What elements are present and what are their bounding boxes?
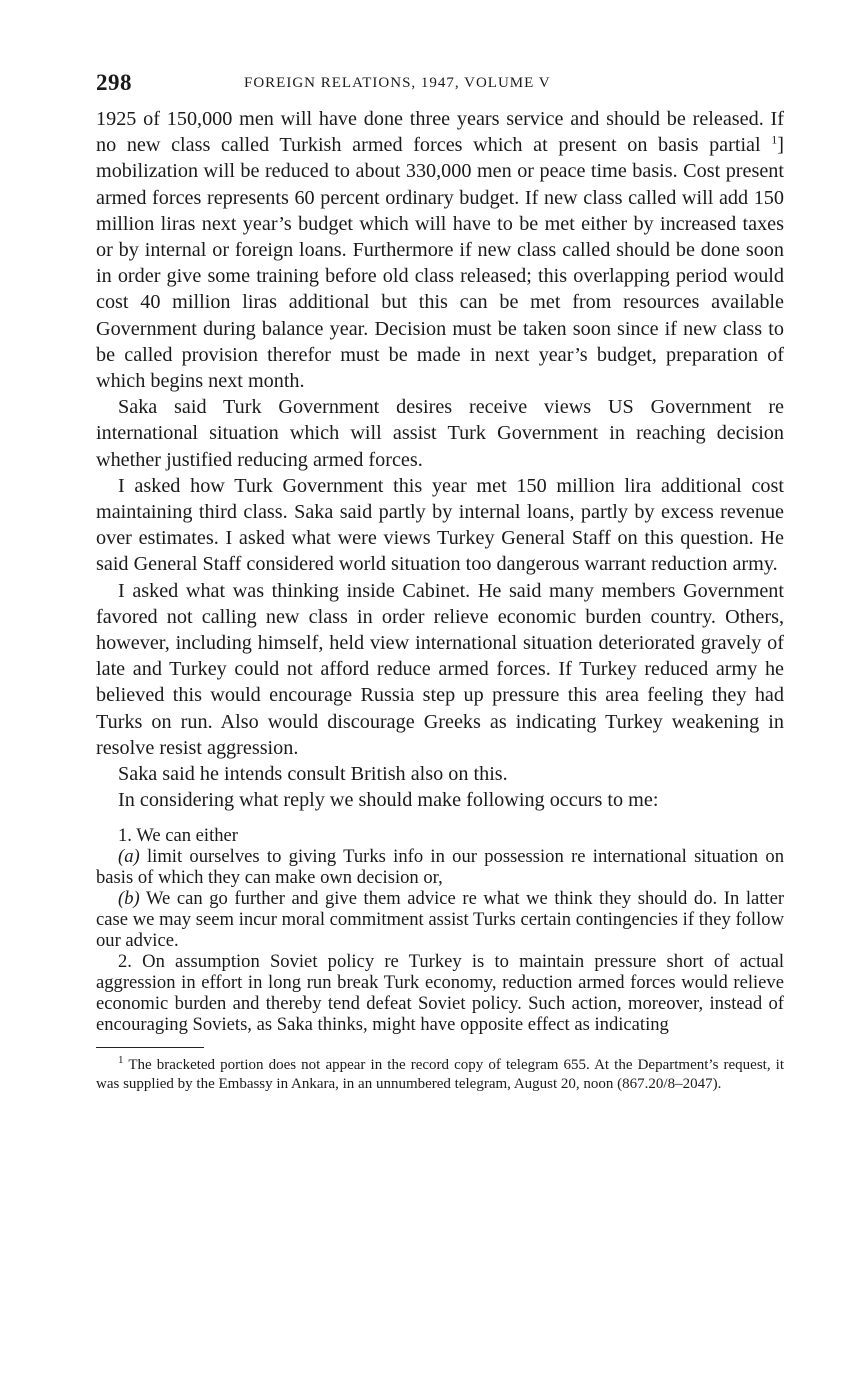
footnote-ref-mark[interactable]: 1 xyxy=(771,132,778,147)
telegram-item-1b-text: We can go further and give them advice re what we think they should do. In latter case we may seem incur moral commitment assist Turks certain contingencies if they follow our advice. xyxy=(96,888,785,952)
telegram-item-1a-text: limit ourselves to giving Turks info in our possession re international situation on basis of which they can make own decision or, xyxy=(96,846,784,889)
footnote xyxy=(96,1056,784,1094)
page-number: 298 xyxy=(96,70,132,95)
telegram-item-1a-label: (a) xyxy=(118,846,140,868)
page-header xyxy=(96,66,784,106)
telegram-item-1b-label: (b) xyxy=(118,888,140,910)
document-page xyxy=(96,66,784,1094)
body-text xyxy=(96,106,784,813)
telegram-item-1: 1. We can either xyxy=(118,825,238,847)
paragraph-1 xyxy=(96,106,784,394)
footnote-mark: 1 xyxy=(118,1054,124,1067)
telegram-item-2: 2. On assumption Soviet policy re Turkey is to maintain pressure short of actual aggression in effort in long run break Turk economy, reduction armed forces would relieve economic burden and thereby tend defeat Soviet policy. Such action, moreover, instead of encouraging Soviets, as Saka thinks, might have opposite effect as indicating xyxy=(96,951,784,1036)
telegram-item-1a xyxy=(96,846,784,888)
footnote-text: The bracketed portion does not appear in the record copy of telegram 655. At the Department’s request, it was supplied by the Embassy in Ankara, in an unnumbered telegram, August 20, noon (867.20/8–2047). xyxy=(96,1057,785,1093)
paragraph-1-continuation: ] mobilization will be reduced to about 330,000 men or peace time basis. Cost present armed forces represents 60 percent ordinary budget. If new class called will add 150 million liras next year’s budget which will have to be met either by increased taxes or by internal or foreign loans. Furthermore if new class called should be done soon in order give some training before old class released; this overlapping period would cost 40 million liras additional but this can be met from resources available Government during balance year. Decision must be taken soon since if new class to be called provision therefor must be made in next year’s budget, preparation of which begins next month. xyxy=(96,134,785,393)
paragraph-5: Saka said he intends consult British also on this. xyxy=(118,763,508,786)
footnote-divider xyxy=(96,1047,204,1048)
paragraph-6: In considering what reply we should make following occurs to me: xyxy=(118,789,659,812)
paragraph-3: I asked how Turk Government this year met 150 million lira additional cost maintaining third class. Saka said partly by internal loans, partly by excess revenue over estimates. I asked what were views Turkey General Staff on this question. He said General Staff considered world situation too dangerous warrant reduction army. xyxy=(96,474,784,576)
telegram-item-1b xyxy=(96,888,784,951)
paragraph-4: I asked what was thinking inside Cabinet. He said many members Government favored not calling new class in order relieve economic burden country. Others, however, including himself, held view international situation deteriorated gravely of late and Turkey could not afford reduce armed forces. If Turkey reduced army he believed this would encourage Russia step up pressure this area feeling they had Turks on run. Also would discourage Greeks as indicating Turkey weakening in resolve resist aggression. xyxy=(96,579,784,759)
telegram-points xyxy=(96,825,784,1035)
paragraph-1-start: 1925 of 150,000 men will have done three years service and should be released. If no new class called Turkish armed forces which at present on basis partial xyxy=(96,108,784,157)
paragraph-2: Saka said Turk Government desires receive views US Government re international situation which will assist Turk Government in reaching decision whether justified reducing armed forces. xyxy=(96,396,784,471)
running-title: FOREIGN RELATIONS, 1947, VOLUME V xyxy=(244,75,551,91)
